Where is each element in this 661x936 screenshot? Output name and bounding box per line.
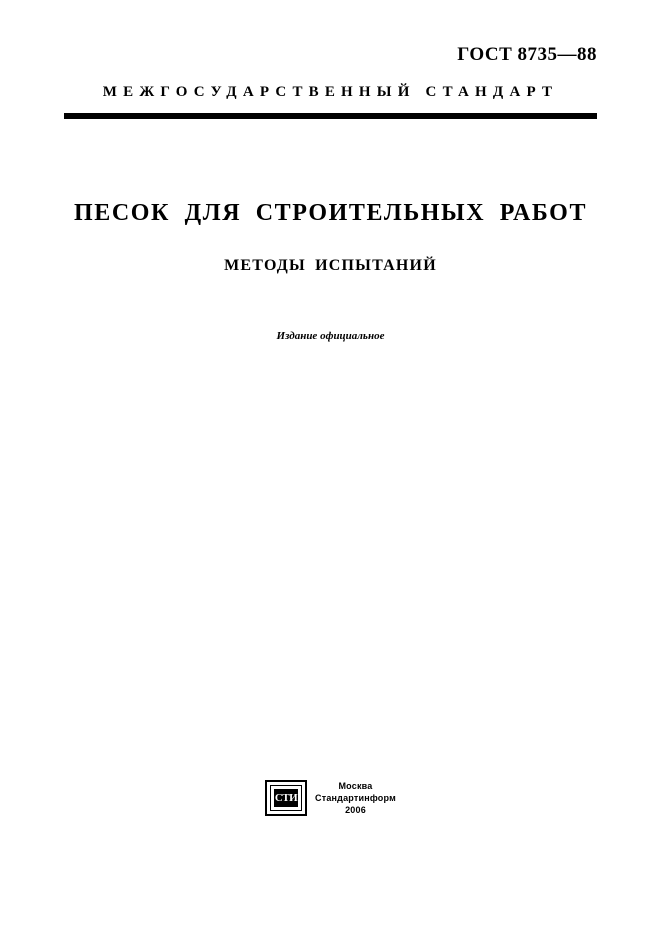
publisher-year: 2006 bbox=[345, 805, 366, 815]
gost-code: ГОСТ 8735—88 bbox=[457, 44, 597, 65]
publisher-block bbox=[0, 780, 661, 816]
publisher-name: Стандартинформ bbox=[315, 793, 396, 803]
header-divider-rule bbox=[64, 113, 597, 119]
page-subtitle: МЕТОДЫ ИСПЫТАНИЙ bbox=[224, 257, 437, 274]
publisher-imprint bbox=[315, 780, 396, 816]
publisher-logo-icon bbox=[265, 780, 307, 816]
logo-mark-text: СТИ bbox=[274, 789, 298, 807]
official-edition-note: Издание официальное bbox=[276, 330, 385, 342]
standard-type-heading: МЕЖГОСУДАРСТВЕННЫЙ СТАНДАРТ bbox=[102, 84, 559, 100]
publisher-city: Москва bbox=[338, 781, 373, 791]
page-title: ПЕСОК ДЛЯ СТРОИТЕЛЬНЫХ РАБОТ bbox=[73, 200, 588, 226]
